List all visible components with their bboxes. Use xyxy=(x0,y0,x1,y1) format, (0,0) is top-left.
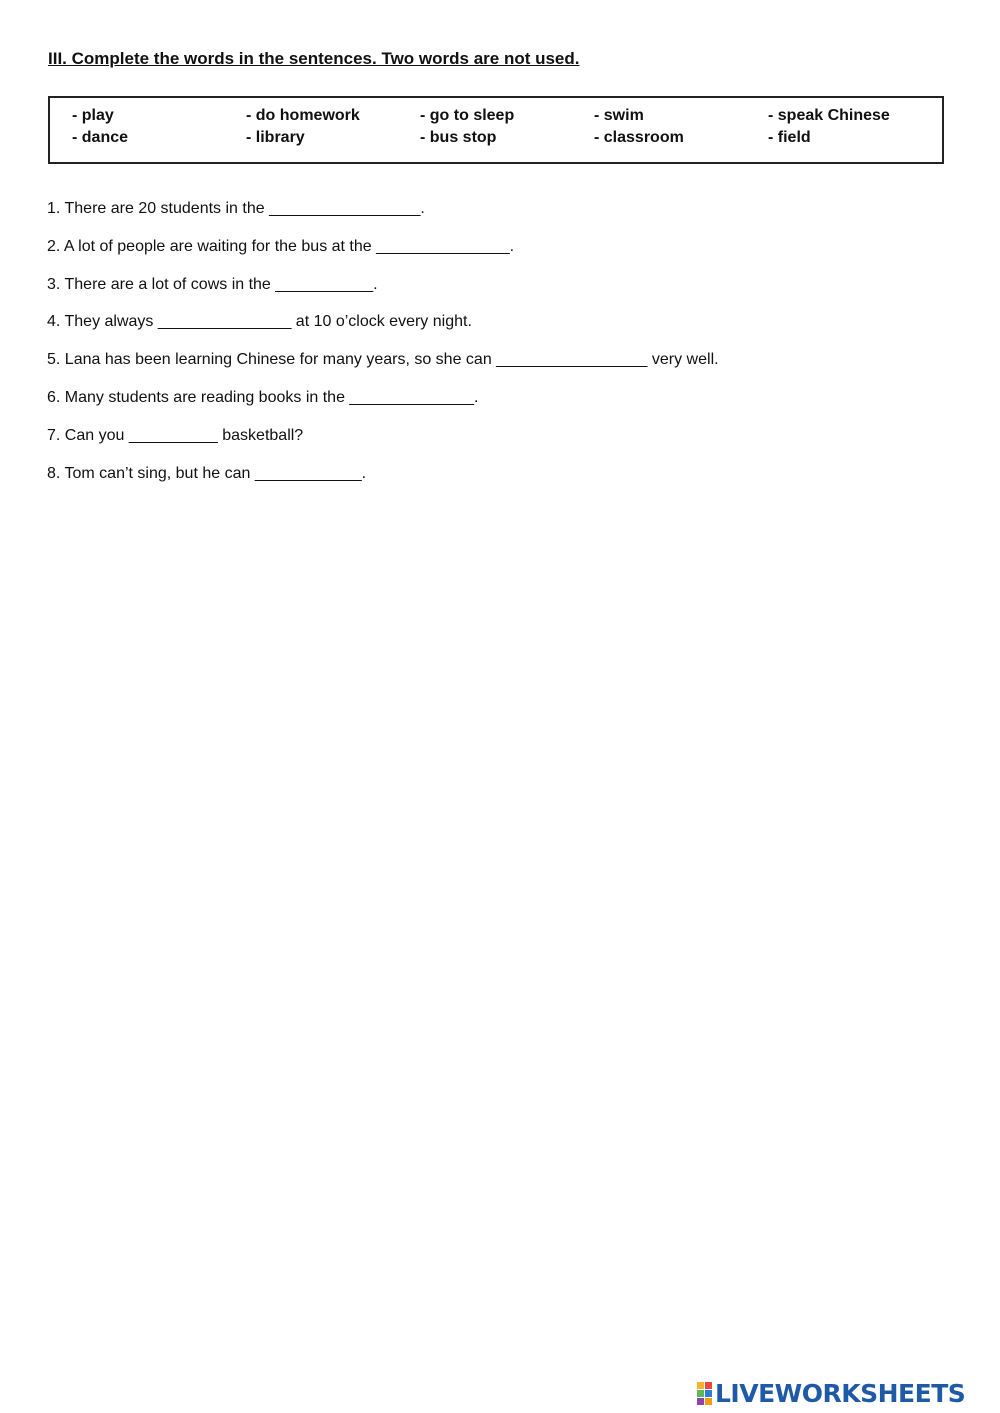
word-bank-item: - swim xyxy=(594,107,644,124)
word-bank-item: - field xyxy=(768,129,811,146)
word-bank-item: - classroom xyxy=(594,129,684,146)
liveworksheets-logo xyxy=(697,1378,965,1408)
logo-square xyxy=(697,1390,704,1397)
logo-square xyxy=(705,1398,712,1405)
sentence-list xyxy=(47,198,719,500)
word-bank-item: - library xyxy=(246,129,305,146)
sentence-8: 8. Tom can’t sing, but he can ____________. xyxy=(47,464,367,482)
logo-square xyxy=(697,1382,704,1389)
word-bank-item: - speak Chinese xyxy=(768,107,890,124)
sentence-7: 7. Can you __________ basketball? xyxy=(47,426,304,444)
word-bank-box xyxy=(48,96,944,164)
logo-square xyxy=(697,1398,704,1405)
sentence-2: 2. A lot of people are waiting for the bus at the _______________. xyxy=(47,237,515,255)
sentence-1: 1. There are 20 students in the _________________. xyxy=(47,200,425,217)
word-bank-grid xyxy=(72,105,942,149)
logo-square xyxy=(705,1390,712,1397)
sentence-5: 5. Lana has been learning Chinese for many years, so she can _________________ very well. xyxy=(47,351,719,369)
sentence-3: 3. There are a lot of cows in the ___________. xyxy=(47,275,378,293)
sentence-6: 6. Many students are reading books in the ______________. xyxy=(47,388,479,406)
word-bank-item: - do homework xyxy=(246,107,360,124)
sentence-4: 4. They always _______________ at 10 o’clock every night. xyxy=(47,313,472,331)
word-bank-item: - bus stop xyxy=(420,129,497,146)
word-bank-item: - dance xyxy=(72,129,129,146)
logo-text: LIVEWORKSHEETS xyxy=(715,1378,966,1408)
exercise-title: III. Complete the words in the sentences. Two words are not used. xyxy=(48,49,580,68)
word-bank-item: - play xyxy=(72,107,114,124)
word-bank-item: - go to sleep xyxy=(420,107,515,124)
logo-square xyxy=(705,1382,712,1389)
liveworksheets-logo-icon xyxy=(697,1382,712,1405)
